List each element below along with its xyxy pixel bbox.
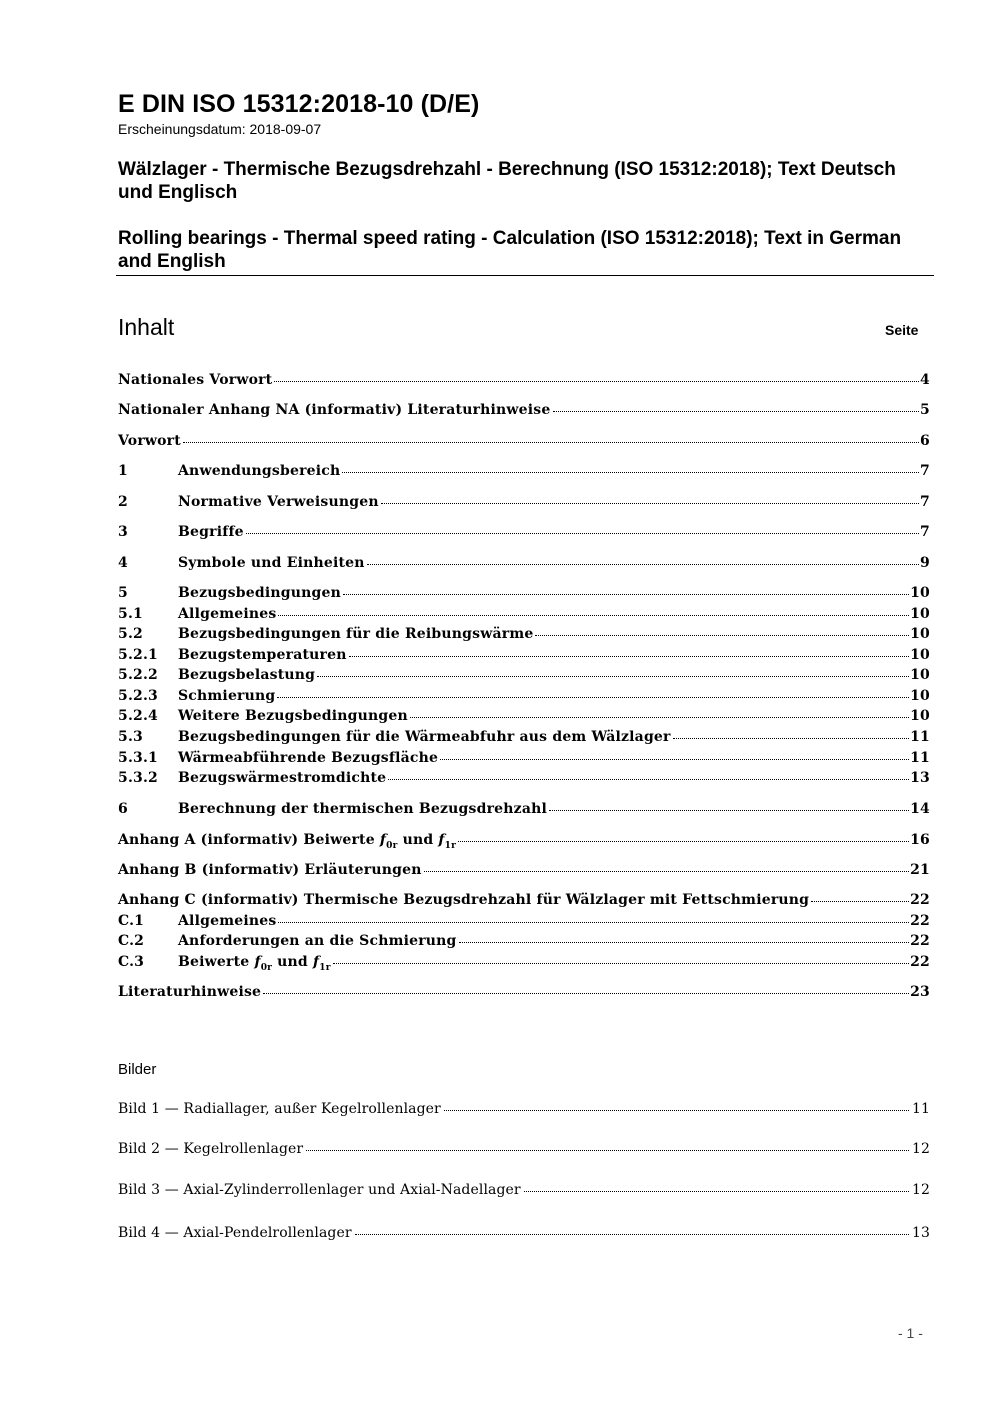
toc-entry-number: 5	[118, 585, 128, 601]
dot-leader	[333, 962, 909, 964]
toc-entry-label: Allgemeines	[178, 913, 277, 929]
toc-entry-number: 5.1	[118, 606, 143, 622]
dot-leader	[183, 441, 919, 443]
toc-entry-page: 4	[920, 372, 930, 388]
figure-entry-page: 12	[911, 1182, 930, 1198]
toc-entry-page: 9	[920, 555, 930, 571]
toc-entry[interactable]	[118, 862, 930, 882]
toc-entry-label: Vorwort	[118, 433, 181, 449]
toc-entry-number: 1	[118, 463, 128, 479]
dot-leader	[381, 502, 919, 504]
toc-entry-number: 6	[118, 801, 128, 817]
toc-entry-label: Begriffe	[178, 524, 244, 540]
toc-entry[interactable]	[118, 984, 930, 1004]
toc-entry-page: 22	[910, 954, 930, 970]
toc-entry[interactable]	[118, 402, 930, 422]
dot-leader	[535, 634, 909, 636]
dot-leader	[367, 563, 919, 565]
dot-leader	[459, 941, 910, 943]
figure-entry[interactable]	[118, 1141, 930, 1161]
figure-entry[interactable]	[118, 1101, 930, 1121]
dot-leader	[342, 471, 919, 473]
toc-entry-number: 3	[118, 524, 128, 540]
toc-entry-page: 10	[910, 708, 930, 724]
toc-entry-number: C.1	[118, 913, 145, 929]
toc-entry[interactable]	[118, 667, 930, 687]
dot-leader	[410, 716, 909, 718]
toc-entry[interactable]	[118, 832, 930, 852]
toc-entry-number: C.2	[118, 933, 145, 949]
toc-entry[interactable]	[118, 892, 930, 912]
toc-entry-label: Nationales Vorwort	[118, 372, 273, 388]
toc-entry-page: 10	[910, 585, 930, 601]
toc-entry-label: Allgemeines	[178, 606, 277, 622]
toc-entry-number: C.3	[118, 954, 145, 970]
toc-entry-page: 10	[910, 626, 930, 642]
dot-leader	[278, 921, 909, 923]
toc-entry-number: 5.2.1	[118, 647, 158, 663]
toc-entry-page: 7	[920, 463, 930, 479]
toc-entry-page: 23	[910, 984, 930, 1000]
title-german: Wälzlager - Thermische Bezugsdrehzahl - Berechnung (ISO 15312:2018); Text Deutsch und Englisch	[118, 159, 896, 203]
toc-entry-label: Anhang A (informativ) Beiwerte $f_{0r}$ und $f_{1r}$	[118, 832, 457, 851]
dot-leader	[343, 593, 909, 595]
toc-entry-page: 21	[910, 862, 930, 878]
toc-entry-label: Anforderungen an die Schmierung	[178, 933, 457, 949]
toc-entry-page: 22	[910, 933, 930, 949]
toc-entry[interactable]	[118, 463, 930, 483]
document-code: E DIN ISO 15312:2018-10 (D/E)	[118, 90, 480, 118]
toc-entry-page: 10	[910, 606, 930, 622]
figure-entry-page: 12	[911, 1141, 930, 1157]
figure-entry-label: Bild 4 — Axial‑Pendelrollenlager	[118, 1225, 352, 1241]
figure-entry-label: Bild 3 — Axial‑Zylinderrollenlager und Axial‑Nadellager	[118, 1182, 521, 1198]
dot-leader	[349, 655, 910, 657]
toc-entry-number: 5.2.3	[118, 688, 158, 704]
toc-entry-number: 2	[118, 494, 128, 510]
toc-entry-page: 11	[910, 729, 930, 745]
toc-entry-number: 4	[118, 555, 128, 571]
toc-entry-label: Nationaler Anhang NA (informativ) Literaturhinweise	[118, 402, 551, 418]
toc-entry-page: 7	[920, 524, 930, 540]
page-column-label: Seite	[885, 322, 919, 338]
figure-entry-page: 13	[911, 1225, 930, 1241]
toc-entry-page: 10	[910, 667, 930, 683]
toc-entry-number: 5.2.4	[118, 708, 158, 724]
toc-entry-label: Anhang C (informativ) Thermische Bezugsdrehzahl für Wälzlager mit Fettschmierung	[118, 892, 810, 908]
dot-leader	[278, 614, 909, 616]
toc-entry-number: 5.2.2	[118, 667, 158, 683]
toc-entry[interactable]	[118, 688, 930, 708]
toc-entry-page: 10	[910, 688, 930, 704]
toc-entry-label: Bezugsbelastung	[178, 667, 316, 683]
toc-entry-page: 14	[910, 801, 930, 817]
title-english: Rolling bearings - Thermal speed rating - Calculation (ISO 15312:2018); Text in German and English	[118, 228, 902, 272]
dot-leader	[274, 380, 919, 382]
dot-leader	[246, 532, 919, 534]
page-number: - 1 -	[898, 1325, 923, 1341]
toc-entry-number: 5.3.2	[118, 770, 158, 786]
toc-entry[interactable]	[118, 524, 930, 544]
toc-entry[interactable]	[118, 913, 930, 933]
toc-entry[interactable]	[118, 372, 930, 392]
figure-entry-page: 11	[911, 1101, 930, 1117]
toc-entry-page: 16	[910, 832, 930, 848]
dot-leader	[424, 870, 910, 872]
dot-leader	[388, 778, 909, 780]
toc-entry[interactable]	[118, 647, 930, 667]
dot-leader	[458, 840, 909, 842]
toc-entry-label: Bezugsbedingungen für die Reibungswärme	[178, 626, 534, 642]
toc-entry-page: 10	[910, 647, 930, 663]
figure-entry[interactable]	[118, 1225, 930, 1245]
figure-entry[interactable]	[118, 1182, 930, 1202]
toc-entry[interactable]	[118, 433, 930, 453]
toc-entry[interactable]	[118, 801, 930, 821]
toc-entry-label: Berechnung der thermischen Bezugsdrehzahl	[178, 801, 547, 817]
toc-entry-label: Normative Verweisungen	[178, 494, 379, 510]
dot-leader	[811, 900, 909, 902]
dot-leader	[549, 809, 909, 811]
dot-leader	[444, 1109, 909, 1111]
dot-leader	[263, 992, 909, 994]
toc-entry-page: 22	[910, 892, 930, 908]
dot-leader	[673, 737, 909, 739]
toc-entry[interactable]	[118, 750, 930, 770]
toc-entry-page: 22	[910, 913, 930, 929]
toc-entry-page: 13	[910, 770, 930, 786]
toc-entry-label: Literaturhinweise	[118, 984, 262, 1000]
toc-entry-number: 5.3	[118, 729, 143, 745]
toc-entry[interactable]	[118, 729, 930, 749]
figure-entry-label: Bild 2 — Kegelrollenlager	[118, 1141, 304, 1157]
dot-leader	[553, 410, 920, 412]
toc-entry-page: 11	[910, 750, 930, 766]
toc-entry-number: 5.3.1	[118, 750, 158, 766]
figures-heading: Bilder	[118, 1061, 157, 1078]
publication-date: Erscheinungsdatum: 2018-09-07	[118, 121, 322, 137]
toc-entry[interactable]	[118, 585, 930, 605]
toc-entry-page: 7	[920, 494, 930, 510]
toc-entry-label: Bezugsbedingungen für die Wärmeabfuhr aus dem Wälzlager	[178, 729, 671, 745]
toc-entry-label: Beiwerte $f_{0r}$ und $f_{1r}$	[178, 954, 331, 973]
toc-entry-page: 5	[920, 402, 930, 418]
toc-entry-label: Schmierung	[178, 688, 276, 704]
toc-entry[interactable]	[118, 770, 930, 790]
dot-leader	[440, 758, 909, 760]
title-divider	[116, 275, 934, 276]
toc-entry[interactable]	[118, 494, 930, 514]
toc-entry-label: Bezugstemperaturen	[178, 647, 347, 663]
toc-entry-label: Anhang B (informativ) Erläuterungen	[118, 862, 422, 878]
toc-entry[interactable]	[118, 606, 930, 626]
toc-entry-label: Wärmeabführende Bezugsfläche	[178, 750, 439, 766]
dot-leader	[306, 1149, 909, 1151]
toc-entry-label: Anwendungsbereich	[178, 463, 341, 479]
toc-entry-number: 5.2	[118, 626, 143, 642]
toc-entry-label: Bezugsbedingungen	[178, 585, 341, 601]
toc-entry-page: 6	[920, 433, 930, 449]
dot-leader	[524, 1190, 909, 1192]
toc-entry-label: Weitere Bezugsbedingungen	[178, 708, 408, 724]
dot-leader	[355, 1233, 909, 1235]
toc-entry[interactable]	[118, 933, 930, 953]
toc-entry-label: Symbole und Einheiten	[178, 555, 365, 571]
toc-entry[interactable]	[118, 708, 930, 728]
toc-heading: Inhalt	[118, 314, 175, 340]
dot-leader	[317, 675, 909, 677]
toc-entry[interactable]	[118, 954, 930, 974]
toc-entry-label: Bezugswärmestromdichte	[178, 770, 387, 786]
toc-entry[interactable]	[118, 555, 930, 575]
figure-entry-label: Bild 1 — Radiallager, außer Kegelrollenlager	[118, 1101, 441, 1117]
toc-entry[interactable]	[118, 626, 930, 646]
dot-leader	[277, 696, 909, 698]
